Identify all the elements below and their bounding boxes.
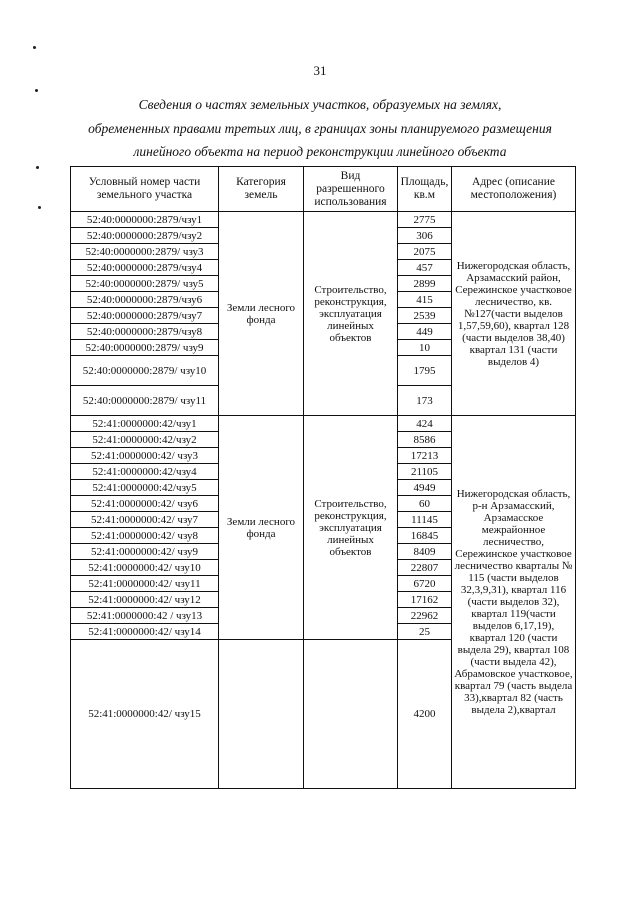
cell-area: 17162 bbox=[398, 592, 452, 608]
cell-area: 17213 bbox=[398, 448, 452, 464]
header-address: Адрес (описание местоположения) bbox=[452, 167, 576, 212]
cell-number: 52:40:0000000:2879/чзу7 bbox=[71, 308, 219, 324]
margin-dot bbox=[36, 166, 39, 169]
cell-area: 22962 bbox=[398, 608, 452, 624]
margin-dot bbox=[38, 206, 41, 209]
cell-area: 4200 bbox=[398, 640, 452, 789]
cell-area: 306 bbox=[398, 228, 452, 244]
cell-address: Нижегородская область, Арзамасский район, Сережинское участковое лесничество, кв.№127(части выделов 1,57,59,60), квартал 128 (части выделов 38,40) квартал 131 (части выделов 4) bbox=[452, 212, 576, 416]
cell-number: 52:41:0000000:42/чзу5 bbox=[71, 480, 219, 496]
cell-area: 8409 bbox=[398, 544, 452, 560]
cell-number: 52:40:0000000:2879/чзу1 bbox=[71, 212, 219, 228]
margin-dot bbox=[35, 89, 38, 92]
cell-address: Нижегородская область, р-н Арзамасский, Арзамасское межрайонное лесничество, Сережинское участковое лесничество кварталы № 115 (части выделов 32,3,9,31), квартал 116 (части выделов 32), квартал 119(части выделов 6,17,19), квартал 120 (части выдела 29), квартал 108 (части выдела 42), Абрамовское участковое, квартал 79 (часть выдела 33),квартал 82 (часть выдела 2),квартал bbox=[452, 416, 576, 789]
cell-use: Строительство, реконструкция, эксплуатация линейных объектов bbox=[304, 212, 398, 416]
cell-area: 1795 bbox=[398, 356, 452, 386]
cell-number: 52:40:0000000:2879/ чзу10 bbox=[71, 356, 219, 386]
cell-number: 52:40:0000000:2879/чзу2 bbox=[71, 228, 219, 244]
cell-area: 60 bbox=[398, 496, 452, 512]
cell-number: 52:40:0000000:2879/чзу8 bbox=[71, 324, 219, 340]
cell-number: 52:41:0000000:42/ чзу11 bbox=[71, 576, 219, 592]
cell-area: 457 bbox=[398, 260, 452, 276]
cell-area: 16845 bbox=[398, 528, 452, 544]
cell-area: 22807 bbox=[398, 560, 452, 576]
cell-number: 52:41:0000000:42 / чзу13 bbox=[71, 608, 219, 624]
cell-area: 424 bbox=[398, 416, 452, 432]
cell-area: 2539 bbox=[398, 308, 452, 324]
cell-number: 52:41:0000000:42/ чзу9 bbox=[71, 544, 219, 560]
cell-area: 25 bbox=[398, 624, 452, 640]
land-parts-table bbox=[70, 166, 576, 789]
cell-number: 52:40:0000000:2879/чзу6 bbox=[71, 292, 219, 308]
cell-area: 11145 bbox=[398, 512, 452, 528]
title-line-1: Сведения о частях земельных участков, образуемых на землях, bbox=[138, 97, 502, 112]
cell-area: 10 bbox=[398, 340, 452, 356]
cell-number: 52:40:0000000:2879/ чзу5 bbox=[71, 276, 219, 292]
cell-number: 52:40:0000000:2879/ чзу11 bbox=[71, 386, 219, 416]
cell-number: 52:40:0000000:2879/ чзу9 bbox=[71, 340, 219, 356]
cell-number: 52:40:0000000:2879/чзу4 bbox=[71, 260, 219, 276]
cell-number: 52:40:0000000:2879/ чзу3 bbox=[71, 244, 219, 260]
cell-number: 52:41:0000000:42/ чзу7 bbox=[71, 512, 219, 528]
page-number: 31 bbox=[313, 63, 327, 78]
header-use: Вид разрешенного использования bbox=[304, 167, 398, 212]
cell-number: 52:41:0000000:42/чзу4 bbox=[71, 464, 219, 480]
margin-dot bbox=[33, 46, 36, 49]
cell-number: 52:41:0000000:42/ чзу12 bbox=[71, 592, 219, 608]
cell-number: 52:41:0000000:42/чзу1 bbox=[71, 416, 219, 432]
header-number: Условный номер части земельного участка bbox=[71, 167, 219, 212]
cell-number: 52:41:0000000:42/ чзу3 bbox=[71, 448, 219, 464]
cell-area: 8586 bbox=[398, 432, 452, 448]
cell-category: Земли лесного фонда bbox=[219, 416, 304, 640]
cell-area: 2075 bbox=[398, 244, 452, 260]
cell-category: Земли лесного фонда bbox=[219, 212, 304, 416]
cell-area: 173 bbox=[398, 386, 452, 416]
cell-area: 4949 bbox=[398, 480, 452, 496]
cell-area: 21105 bbox=[398, 464, 452, 480]
cell-number: 52:41:0000000:42/ чзу8 bbox=[71, 528, 219, 544]
cell-number: 52:41:0000000:42/ чзу6 bbox=[71, 496, 219, 512]
cell-number: 52:41:0000000:42/ чзу14 bbox=[71, 624, 219, 640]
cell-number: 52:41:0000000:42/ чзу15 bbox=[71, 640, 219, 789]
title-line-3: линейного объекта на период реконструкции линейного объекта bbox=[133, 144, 507, 159]
cell-use-empty bbox=[304, 640, 398, 789]
cell-area: 2899 bbox=[398, 276, 452, 292]
cell-number: 52:41:0000000:42/чзу2 bbox=[71, 432, 219, 448]
cell-use: Строительство, реконструкция, эксплуатация линейных объектов bbox=[304, 416, 398, 640]
table-row bbox=[71, 212, 576, 228]
header-category: Категория земель bbox=[219, 167, 304, 212]
cell-area: 2775 bbox=[398, 212, 452, 228]
cell-area: 449 bbox=[398, 324, 452, 340]
cell-category-empty bbox=[219, 640, 304, 789]
table-header-row bbox=[71, 167, 576, 212]
header-area: Площадь, кв.м bbox=[398, 167, 452, 212]
cell-number: 52:41:0000000:42/ чзу10 bbox=[71, 560, 219, 576]
cell-area: 6720 bbox=[398, 576, 452, 592]
cell-area: 415 bbox=[398, 292, 452, 308]
table-row bbox=[71, 416, 576, 432]
title-line-2: обремененных правами третьих лиц, в границах зоны планируемого размещения bbox=[88, 121, 552, 136]
